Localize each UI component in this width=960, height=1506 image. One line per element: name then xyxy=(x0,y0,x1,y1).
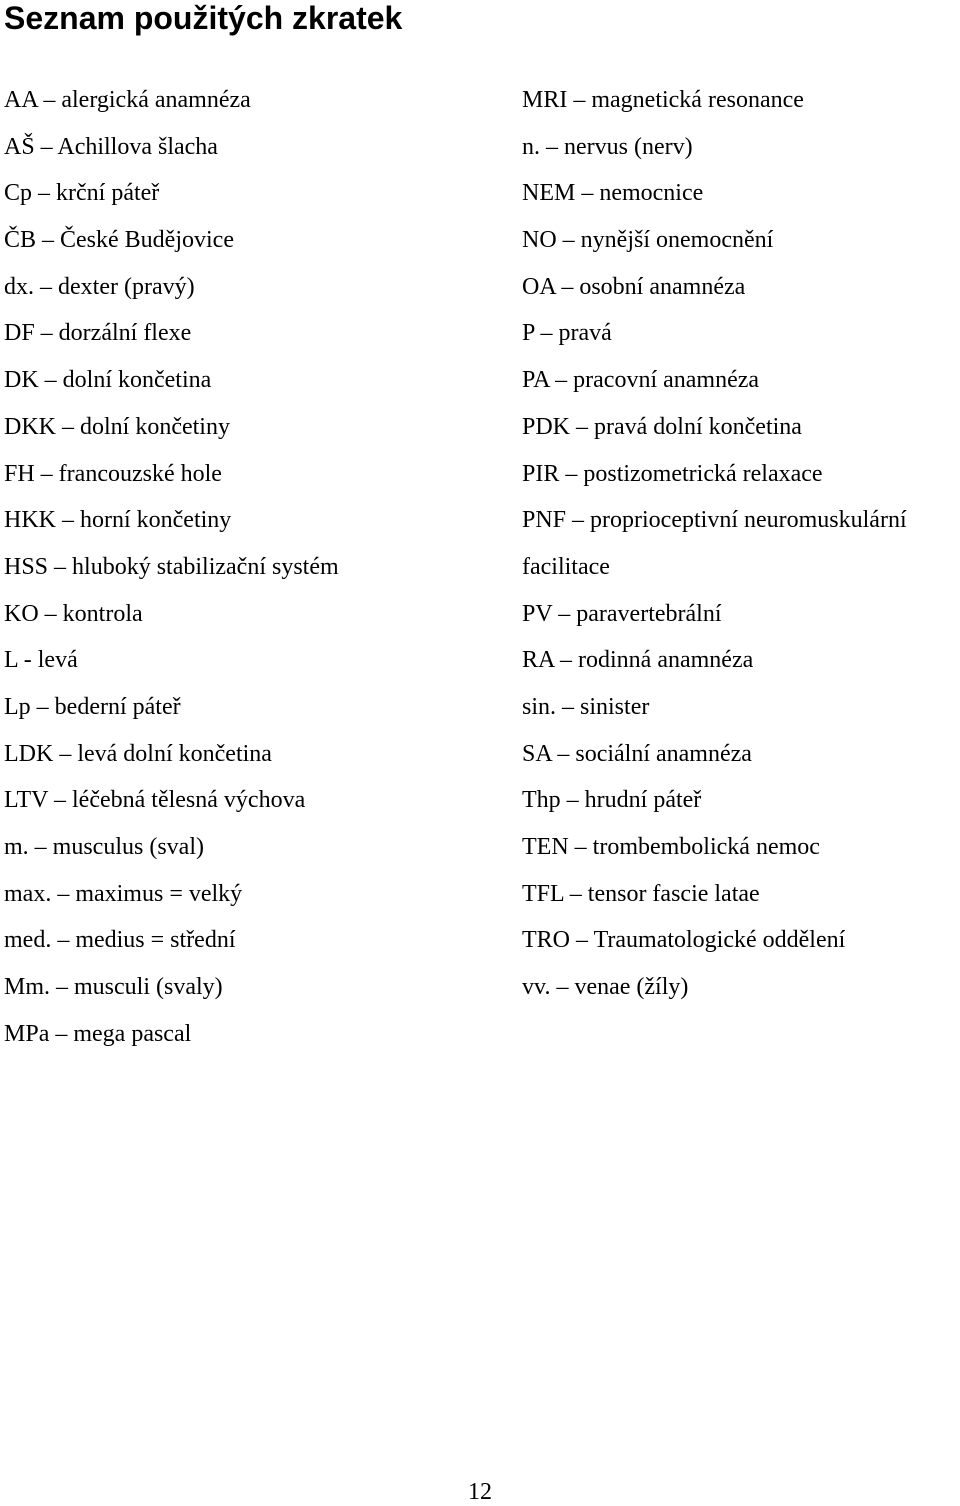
list-item: LDK – levá dolní končetina xyxy=(4,740,272,767)
list-item: L - levá xyxy=(4,647,78,674)
list-item: dx. – dexter (pravý) xyxy=(4,273,195,300)
list-item: Cp – krční páteř xyxy=(4,180,160,207)
list-item: TEN – trombembolická nemoc xyxy=(522,834,820,860)
list-item: NO – nynější onemocnění xyxy=(522,227,774,254)
list-item: PNF – proprioceptivní neuromuskulární xyxy=(522,507,907,534)
list-item: max. – maximus = velký xyxy=(4,880,243,907)
list-item: m. – musculus (sval) xyxy=(4,834,204,860)
list-item-continuation: facilitace xyxy=(522,553,610,580)
list-item: med. – medius = střední xyxy=(4,927,236,954)
list-item: DF – dorzální flexe xyxy=(4,320,192,347)
list-item: PIR – postizometrická relaxace xyxy=(522,460,823,487)
list-item: n. – nervus (nerv) xyxy=(522,133,693,160)
list-item: Thp – hrudní páteř xyxy=(522,787,702,814)
list-item: DKK – dolní končetiny xyxy=(4,413,230,440)
list-item: AŠ – Achillova šlacha xyxy=(4,133,218,160)
page-title: Seznam použitých zkratek xyxy=(4,0,403,36)
list-item: DK – dolní končetina xyxy=(4,367,212,394)
list-item: P – pravá xyxy=(522,320,612,347)
list-item: TRO – Traumatologické oddělení xyxy=(522,927,846,954)
list-item: PV – paravertebrální xyxy=(522,600,722,627)
list-item: HKK – horní končetiny xyxy=(4,507,232,534)
list-item: PDK – pravá dolní končetina xyxy=(522,413,802,440)
list-item: vv. – venae (žíly) xyxy=(522,974,689,1001)
page-number: 12 xyxy=(468,1479,492,1505)
list-item: MPa – mega pascal xyxy=(4,1020,192,1047)
list-item: TFL – tensor fascie latae xyxy=(522,880,760,907)
list-item: Lp – bederní páteř xyxy=(4,693,181,720)
list-item: HSS – hluboký stabilizační systém xyxy=(4,553,339,580)
list-item: AA – alergická anamnéza xyxy=(4,87,251,113)
list-item: sin. – sinister xyxy=(522,693,650,720)
list-item: KO – kontrola xyxy=(4,600,143,627)
list-item: ČB – České Budějovice xyxy=(4,227,234,254)
list-item: MRI – magnetická resonance xyxy=(522,87,804,113)
list-item: NEM – nemocnice xyxy=(522,180,704,207)
list-item: PA – pracovní anamnéza xyxy=(522,367,760,394)
abbreviation-list-left xyxy=(4,80,504,1060)
list-item: RA – rodinná anamnéza xyxy=(522,647,754,674)
list-item: Mm. – musculi (svaly) xyxy=(4,974,223,1001)
list-item: FH – francouzské hole xyxy=(4,460,222,487)
abbreviation-list-right xyxy=(522,80,960,1014)
list-item: SA – sociální anamnéza xyxy=(522,740,752,767)
list-item: OA – osobní anamnéza xyxy=(522,273,746,300)
list-item: LTV – léčebná tělesná výchova xyxy=(4,787,306,814)
